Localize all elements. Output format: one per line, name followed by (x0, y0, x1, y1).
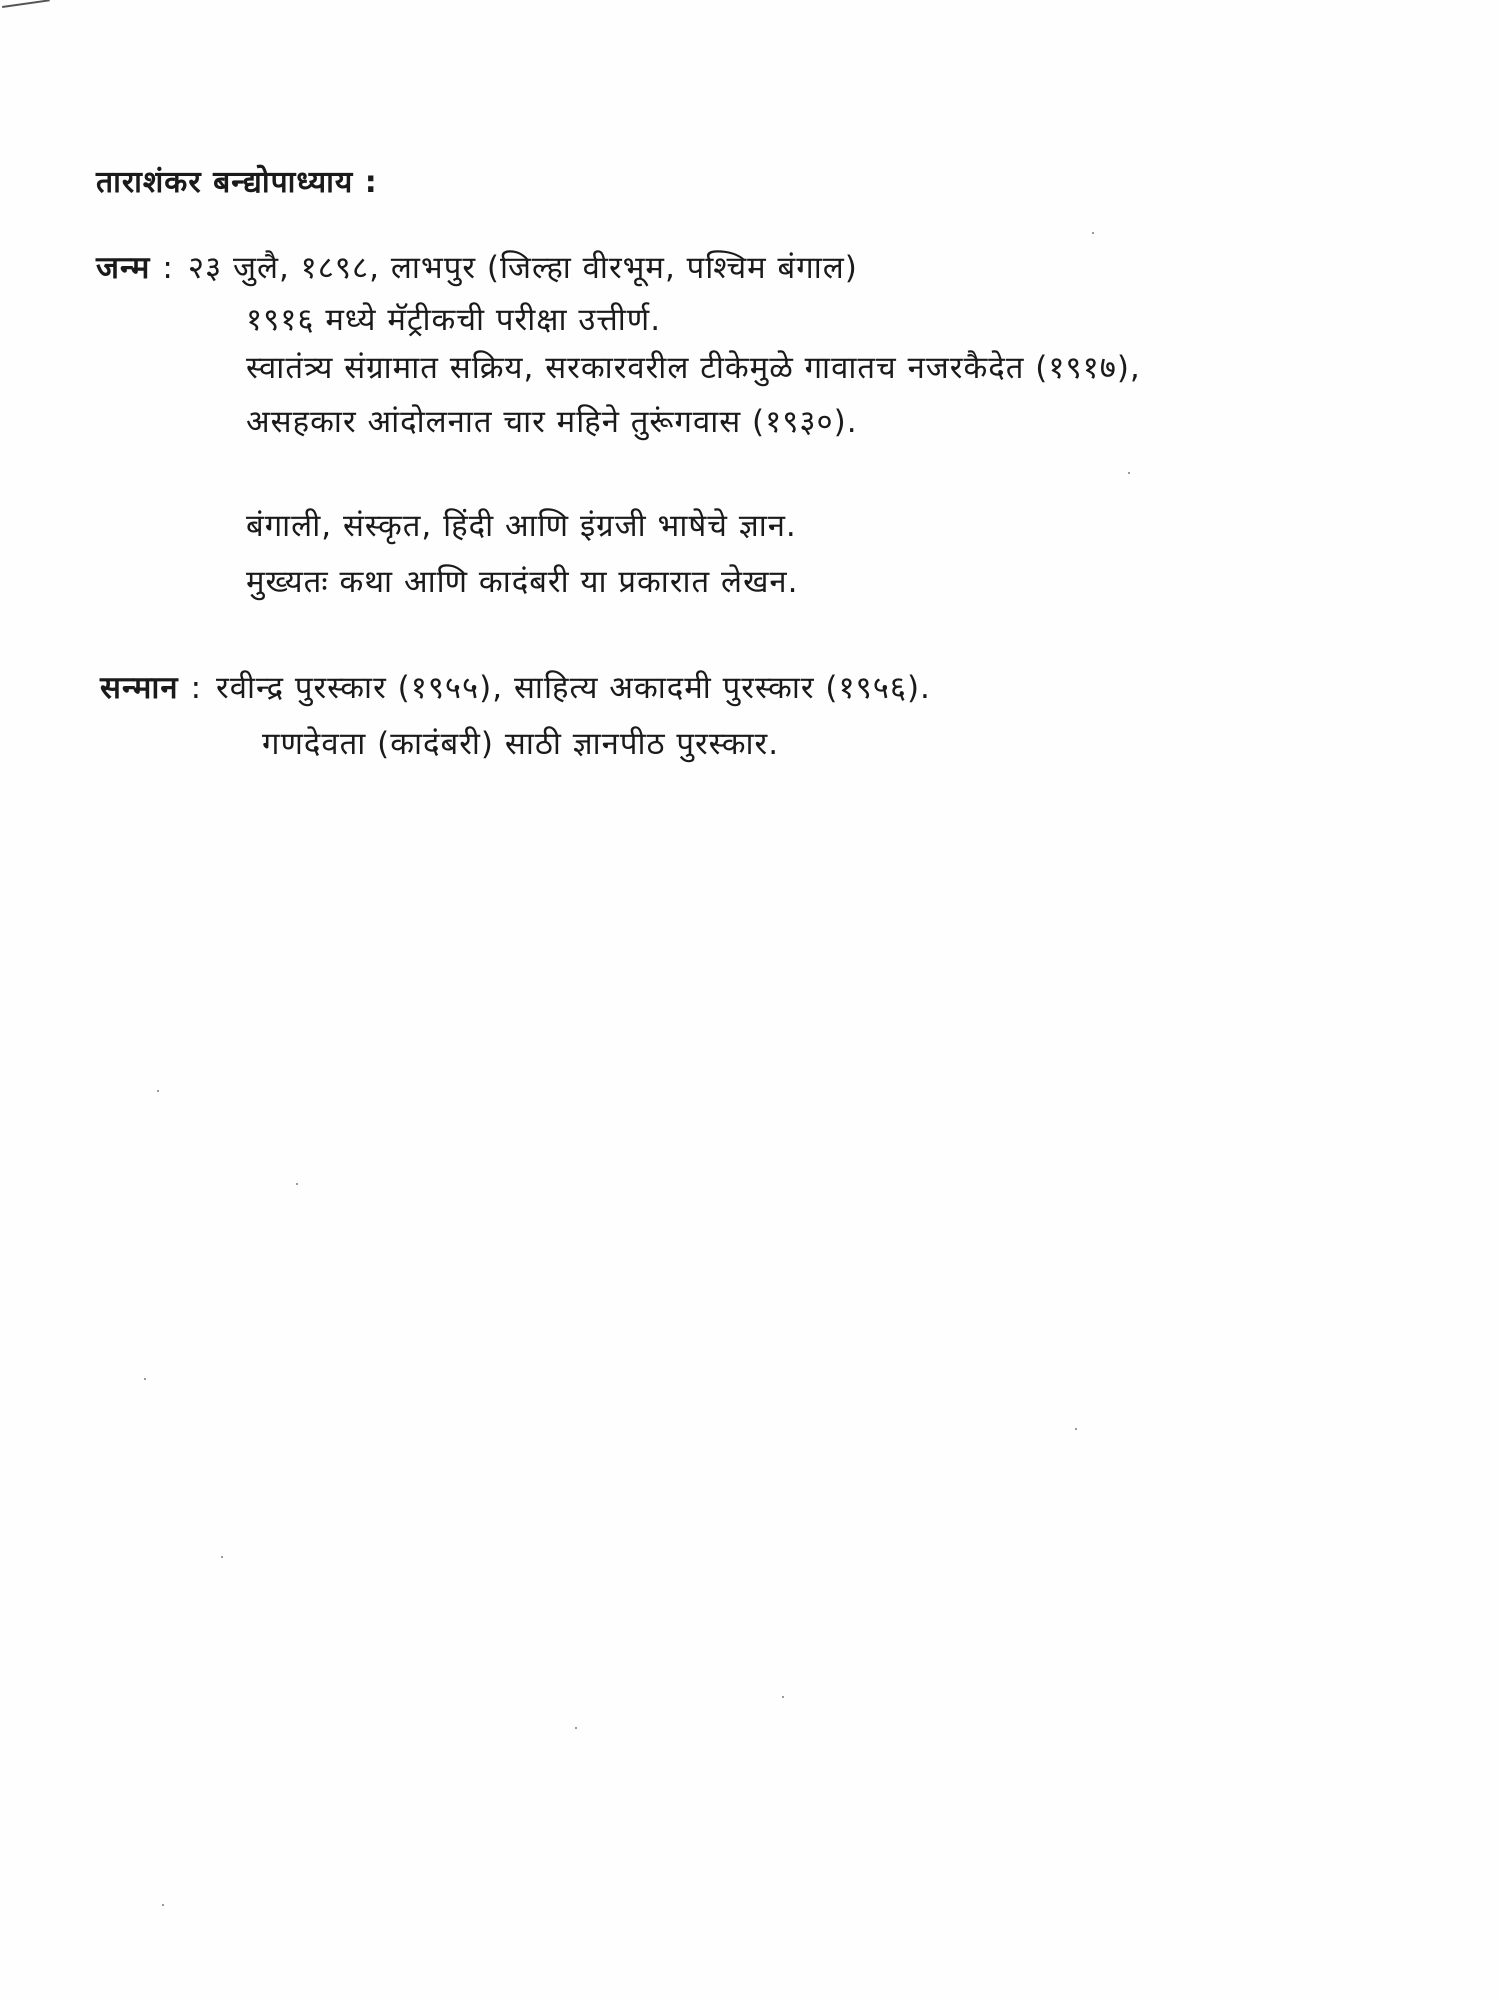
honors-details: रवीन्द्र पुरस्कार (१९५५), साहित्य अकादमी पुरस्कार (१९५६). (216, 670, 931, 706)
author-heading: ताराशंकर बन्द्योपाध्याय : (96, 165, 378, 200)
scan-speck (296, 1183, 298, 1185)
matriculation-line: १९१६ मध्ये मॅट्रीकची परीक्षा उत्तीर्ण. (246, 302, 662, 338)
honors-row (100, 666, 931, 708)
honors-label: सन्मान (100, 670, 179, 706)
birth-label: जन्म (96, 250, 151, 286)
freedom-struggle-line: स्वातंत्र्य संग्रामात सक्रिय, सरकारवरील टीकेमुळे गावातच नजरकैदेत (१९१७), (246, 350, 1141, 386)
honors-separator: : (190, 670, 203, 706)
scan-speck (1075, 1428, 1077, 1430)
birth-separator: : (162, 250, 174, 286)
scan-speck (575, 1727, 577, 1729)
jnanpith-line: गणदेवता (कादंबरी) साठी ज्ञानपीठ पुरस्कार. (262, 726, 780, 762)
scan-speck (157, 1090, 159, 1092)
writing-genres-line: मुख्यतः कथा आणि कादंबरी या प्रकारात लेखन. (246, 564, 799, 600)
scan-speck (1092, 232, 1094, 234)
scan-speck (162, 1904, 164, 1906)
birth-row (96, 246, 858, 288)
languages-line: बंगाली, संस्कृत, हिंदी आणि इंग्रजी भाषेचे ज्ञान. (246, 508, 797, 544)
scan-speck (782, 1696, 784, 1698)
scan-speck (1128, 472, 1130, 474)
scan-speck (221, 1556, 223, 1558)
scan-speck (144, 1378, 146, 1380)
non-cooperation-line: असहकार आंदोलनात चार महिने तुरूंगवास (१९३०). (246, 404, 858, 440)
scan-edge-mark (2, 0, 50, 11)
birth-details: २३ जुलै, १८९८, लाभपुर (जिल्हा वीरभूम, पश्चिम बंगाल) (187, 250, 858, 286)
